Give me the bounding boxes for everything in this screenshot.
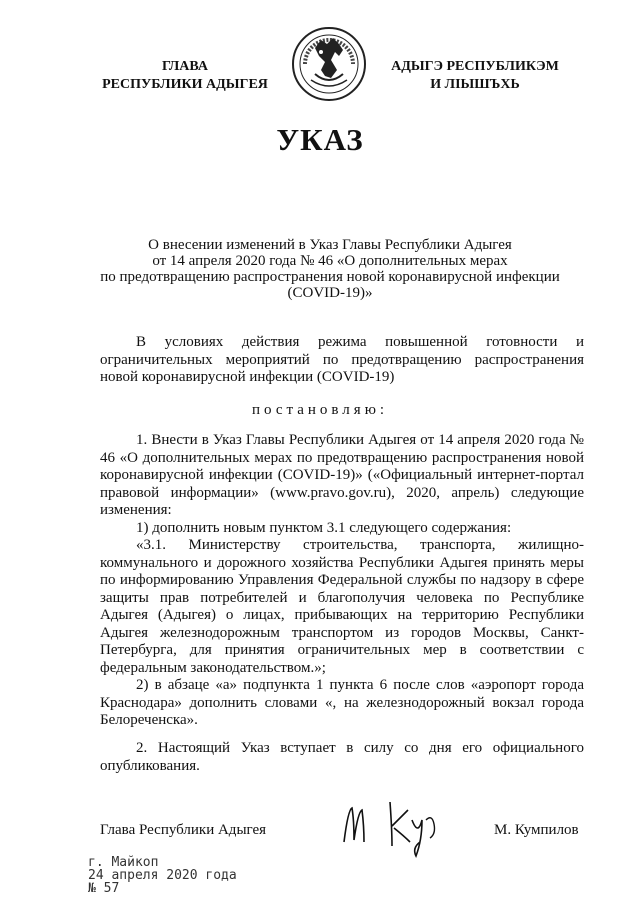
- stamp-date: 24 апреля 2020 года: [88, 868, 237, 883]
- subject-line: О внесении изменений в Указ Главы Республики Адыгея: [148, 237, 512, 253]
- header-right: [370, 58, 580, 94]
- header-left: [80, 58, 290, 94]
- main-items: [100, 432, 584, 730]
- coat-of-arms-icon: [291, 26, 367, 102]
- stamp-city: г. Майкоп: [88, 855, 159, 870]
- header-left-line1: ГЛАВА: [162, 59, 208, 74]
- stamp-number: № 57: [88, 881, 120, 896]
- final-item: [100, 740, 584, 775]
- intro-paragraph: [100, 334, 584, 387]
- decree-word: постановляю:: [251, 402, 389, 418]
- header-right-line1: АДЫГЭ РЕСПУБЛИКЭМ: [391, 59, 559, 74]
- item-1: 1. Внести в Указ Главы Республики Адыгея от 14 апреля 2020 года № 46 «О дополнительных мерах по предотвращению распространения новой коронавирусной инфекции (COVID-19)» («Официальный интернет-портал правовой информации» (www.pravo.gov.ru), 2020, апрель) следующие изменения:: [100, 432, 584, 518]
- item-1-2: 2) в абзаце «а» подпункта 1 пункта 6 после слов «аэропорт города Краснодара» дополнить словами «, на железнодорожный вокзал города Белореченска».: [100, 677, 584, 728]
- intro-text: В условиях действия режима повышенной готовности и ограничительных мероприятий по предотвращению распространения новой коронавирусной инфекции (COVID-19): [100, 334, 584, 385]
- signature-name: М. Кумпилов: [494, 822, 579, 838]
- item-1-1: 1) дополнить новым пунктом 3.1 следующего содержания:: [136, 519, 512, 536]
- document-title: УКАЗ: [276, 122, 364, 157]
- header-right-line2: И ЛІЫШЪХЬ: [430, 77, 520, 92]
- header-left-line2: РЕСПУБЛИКИ АДЫГЕЯ: [102, 77, 268, 92]
- document-subject: [100, 237, 560, 301]
- handwritten-signature: [338, 790, 448, 860]
- subject-line: от 14 апреля 2020 года № 46 «О дополнительных мерах: [152, 253, 508, 269]
- subject-line: (COVID-19)»: [287, 285, 373, 301]
- subject-line: по предотвращению распространения новой коронавирусной инфекции: [100, 269, 560, 285]
- registration-stamp: [88, 856, 237, 895]
- signature-position: Глава Республики Адыгея: [100, 822, 267, 838]
- item-1-1-text: «3.1. Министерству строительства, транспорта, жилищно-коммунального и дорожного хозяйства Республики Адыгея принять меры по информированию Управления Федеральной службы по надзору в сфере защиты прав потребителей и благополучия человека по Республике Адыгея (Адыгея) о лицах, прибывающих на территорию Республики Адыгея железнодорожным транспортом из городов Москвы, Санкт-Петербурга, для принятия ограничительных мер в соответствии с федеральным законодательством.»;: [100, 537, 584, 676]
- item-2: 2. Настоящий Указ вступает в силу со дня его официального опубликования.: [100, 740, 584, 774]
